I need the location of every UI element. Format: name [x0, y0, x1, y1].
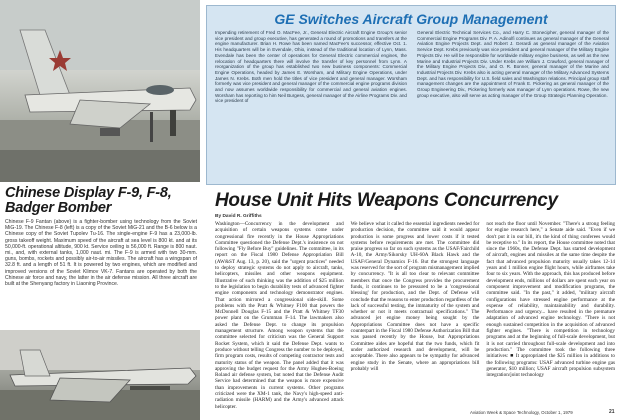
bomber-aircraft-icon — [0, 330, 200, 420]
main-story-column-2: We believe what it called the essential ingredients needed for production decision, the committee said it would appear production is some progress and lower costs if it tested systems before requirements are met. The committee did praise progress so far on such systems as the USAF/Fairchild A-10, the Army/Sikorsky UH-60A Black Hawk and the USAF/General Dynamics F-16. But the strongest language was reserved for the sort of program mismanagement implied by concurrency. "It is all too clear to relevant committee members that once the Congress provides the procurement funds, it continues to be pressured to be a 'congressional blessing' for production, and the Dept. of Defense will conclude that the reasons to enter production regardless of the lack of successful testing, the immaturity of the system and whether or not it meets contractual specifications." The advanced jet engine money being sought by the Appropriations Committee does not have a specific counterpart in the Fiscal 1980 Defense Authorization Bill that was passed recently by the House, but Appropriations Committee aides are hopeful that the two funds, which fit under authorized research and development, will be acceptable. There also appears to be sympathy for advanced engine study in the Senate, where an appropriations bill probably will — [350, 221, 480, 372]
ge-box-column-1: Impending retirement of Fred O. MacFee, Jr., General Electric Aircraft Engine Group's senior vice president and group executive, has generated a round of promotions and transfers at the engine manufacturer. Brian H. Rowe has been named MacFee's successor, effective Oct. 1. His headquarters will be in Evendale, Ohio, instead of the traditional location of Lynn, Mass. Evendale has been the center of operations for General Electric commercial engines, the relocation of headquarters there will involve the transfer of key personnel from Lynn. A reorganization of the group has established two new business components: Commercial Engine Operations, headed by James E. Worsham, and Military Engine Operations, under James N. Krebs. Both men hold the titles of vice president and general manager. Worsham formerly was vice president and general manager of the commercial engine programs division and now assumes worldwide responsibility for commercial and general aviation engines. Worsham has reporting to him Neil Burgess, general manager of the Airline Programs Div. and vice president of — [215, 30, 407, 104]
b6-bomber-photo — [0, 330, 200, 420]
main-story-column-3: not reach the floor until November. "There's a strong feeling for engine research here," a Senate aide said. "Even if we don't put it in our bill, it's the kind of thing conferees would be receptive to." In its report, the House committee noted that since the 1960s, the Defense Dept. has started development of aircraft, engines and missiles at the same time despite the fact that advanced propulsion maturity usually takes 12-14 years and 1 million engine flight hours, while airframes take four to six years. With the approach, this has produced before development ends, millions of dollars are spent each year on component improvement and modification programs, the committee said. "In the past," it added, "military aircraft configurations have stressed engine performance at the expense of reliability, maintainability and durability. Performance and urgency... have resulted in the premature adaptation of advanced engine technology. "There is not enough sustained competition in the acquisition of advanced fighter engines. "There is competition in technology programs and at the beginning of full-scale development, but it is not carried throughout full-scale development and into production." The committee took the following three initiatives: ■ It appropriated the $25 million in additions to the following programs: USAF advanced turbine engine gas generator, $10 million; USAF aircraft propulsion subsystem integration/joint technology — [486, 221, 616, 379]
left-story-body: Chinese F-9 Fantan (above) is a fighter-bomber using technology from the Soviet MiG-19. The Chinese F-8 (left) is a copy of the Soviet MiG-21 and the B-6 below is a Chinese copy of the Soviet Tupolev Tu-16. The single-engine F-9 has a 23,000-lb. gross takeoff weight. Maximum speed of the aircraft at sea level is 800 kt. and at its 50,000-ft. operational altitude, 900 kt. Service ceiling is 56,000 ft. Range is 800 naut. mi., and, with external tanks, 1,000 naut. mi. The F-9 is armed with two 30-mm. guns, bombs, rockets and possibly air-to-air missiles. The aircraft has a wingspan of 32.8 ft. and a length of 51 ft. It is powered by two engines, which are modified and improved versions of the Soviet Klimov VK-7. Fantans are operated by both the Chinese air force and navy, the latter in the air defense mission. All three aircraft are built at the Shenyang factory in Liaoning Province. — [5, 219, 197, 288]
main-story-headline: House Unit Hits Weapons Concurrency — [215, 190, 558, 211]
ge-box-title: GE Switches Aircraft Group Management — [274, 11, 548, 27]
ge-sidebar-box — [206, 5, 616, 185]
main-story-columns — [215, 221, 616, 410]
left-story-headline: Chinese Display F-9, F-8, Badger Bomber — [5, 185, 172, 216]
main-story-column-1: Washington—Concurrency in the development and acquisition of certain weapons systems come under congressional fire recently in the House Appropriations Committee questioned the Defense Dept.'s insistence on not following "Fly Before Buy" guidelines. The committee, in its report on the Fiscal 1980 Defense Appropriation Bill (AW&ST Aug. 13, p. 20), said the "urgent practices" needed to deploy strategic systems do not apply to aircraft, tanks, helicopters, missiles and other weapons equipment. Illustrative of such thinking was the addition of $25 million to the legislation to begin durability tests of advanced fighter engine components and technology demonstrator engines. That action mirrored a congressional side-skill. Some problems with the Pratt & Whitney F100 that powers the McDonnell Douglas F-15 and the Pratt & Whitney TF30 power plant on the Grumman F-14. The lawmakers also asked the Defense Dept. to change its propulsion management structure. Among weapon systems that the committee selected for criticism was the General Support Rocket System, which it said the Defense Dept. wants to produce without telling Congress the number to be deployed, firm program costs, results of competing contractor tests and maturity status of the weapon. The panel added that it was approving the budget request for the Army Hughes-Boeing Roland air defense system, but noted that the Defense Audit Service had determined that the weapon is more expensive than improvements in current systems. Other programs criticized were the XM-1 tank, the Navy's high-speed anti-radiation missile (HARM) and the Army's advanced attack helicopter. — [215, 221, 344, 410]
f9-fighter-photo — [0, 0, 200, 182]
ge-box-column-2: General Electric Technical Services Co., and Harry C. Stonecipher, general manager of the Commercial Engine Programs Div. P. A. Adinolfi continues as general manager of the General Aviation Engine Projects Dept. and Robert J. Gerardi as general manager of the Aviation Service Dept. Krebs previously was vice president and general manager of the Military Engine Projects Div. He will be responsible for worldwide military engine business, as well as the new Marine and Industrial Projects Div. Under Krebs are William J. Crawford, general manager of the Military Engine Projects Div., and O. R. Bonner, general manager of the Marine and Industrial Projects Div. Krebs also is acting general manager of the Military Advanced Systems Dept. and has responsibility for U.S. field sales and Washington relations. Principal group staff management changes are the appointment of Frank E. Pickering as general manager of the Group Engineering Div., Pickering formerly was manager of Lynn operations. Rowe, the new group executive, also will serve as acting manager of the Group Strategic Planning Operation. — [417, 30, 609, 98]
main-story-byline: By David R. Griffiths — [215, 214, 262, 219]
page-number: 21 — [609, 409, 615, 415]
left-story — [5, 186, 197, 287]
footer-source: Aviation Week & Space Technology, October 1, 1979 — [470, 410, 573, 415]
fighter-jet-icon — [0, 0, 200, 182]
